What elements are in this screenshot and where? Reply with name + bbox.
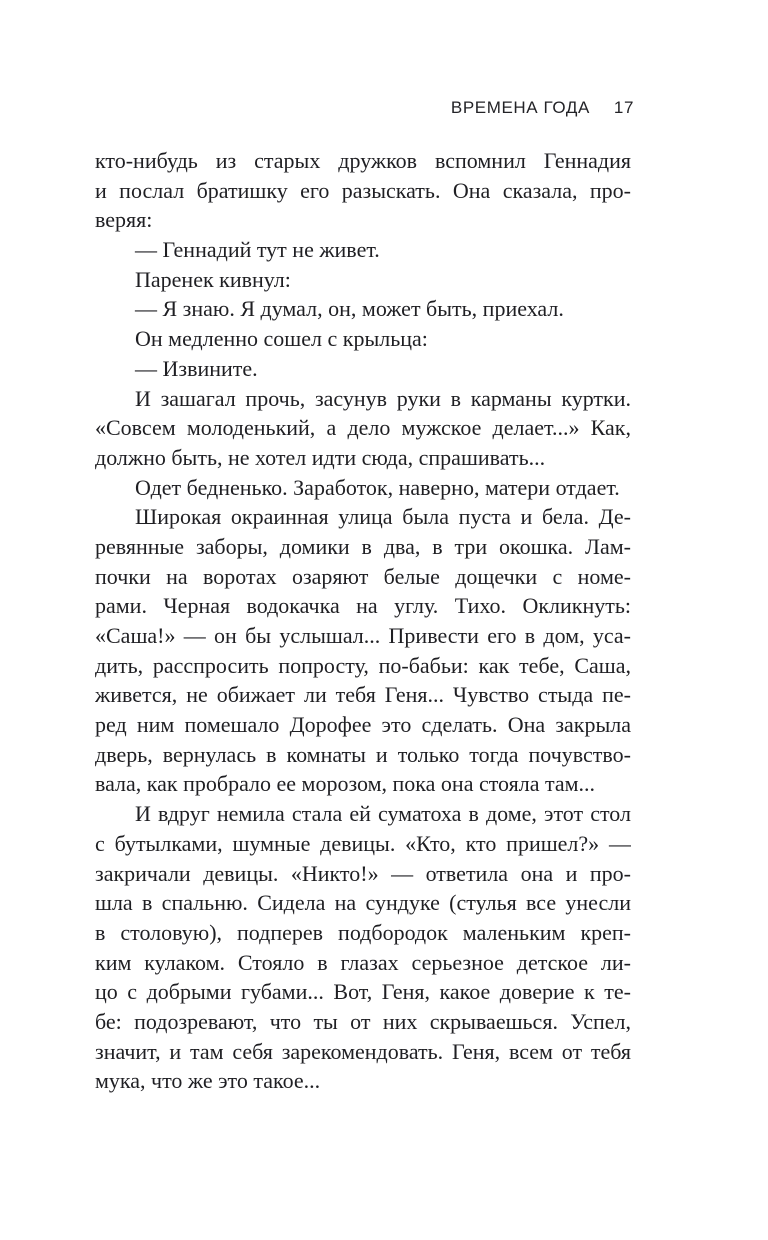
text-line: в столовую), подперев подбородок маленьким креп-	[95, 919, 631, 945]
text-line: ред ним помешало Дорофее это сделать. Она закрыла	[95, 712, 631, 738]
text-line: живется, не обижает ли тебя Геня... Чувство стыда пе-	[95, 682, 631, 708]
text-line: Он медленно сошел с крыльца:	[135, 326, 428, 352]
text-line: «Саша!» — он бы услышал... Привести его в дом, уса-	[95, 623, 631, 648]
text-line: значит, и там себя зарекомендовать. Геня, всем от тебя	[95, 1038, 631, 1064]
text-line: — Геннадий тут не живет.	[135, 237, 380, 263]
text-line: И зашагал прочь, засунув руки в карманы куртки.	[135, 385, 631, 411]
running-header	[451, 98, 634, 118]
text-line: и послал братишку его разыскать. Она сказала, про-	[95, 177, 631, 203]
text-line: ким кулаком. Стояло в глазах серьезное детское ли-	[95, 949, 631, 975]
text-line: с бутылками, шумные девицы. «Кто, кто пришел?» —	[95, 830, 631, 856]
text-line: мука, что же это такое...	[95, 1068, 321, 1094]
text-line: рами. Черная водокачка на углу. Тихо. Окликнуть:	[95, 593, 631, 619]
text-line: цо с добрыми губами... Вот, Геня, какое доверие к те-	[95, 979, 631, 1005]
text-line: веряя:	[95, 207, 153, 233]
text-line: Широкая окраинная улица была пуста и бела. Де-	[135, 504, 631, 530]
text-line: И вдруг немила стала ей суматоха в доме, этот стол	[135, 801, 631, 827]
text-line: ревянные заборы, домики в два, в три окошка. Лам-	[95, 533, 631, 559]
text-line: должно быть, не хотел идти сюда, спрашивать...	[95, 444, 546, 470]
text-line: вала, как пробрало ее морозом, пока она стояла там...	[95, 771, 596, 797]
text-line: закричали девицы. «Никто!» — ответила она и про-	[95, 860, 631, 886]
text-line: шла в спальню. Сидела на сундуке (стулья все унесли	[95, 890, 631, 916]
text-line: дить, расспросить попросту, по-бабьи: как тебе, Саша,	[95, 652, 631, 678]
page-number: 17	[613, 98, 634, 117]
running-title: ВРЕМЕНА ГОДА	[450, 98, 590, 117]
text-line: кто-нибудь из старых дружков вспомнил Геннадия	[95, 148, 631, 173]
text-line: Паренек кивнул:	[135, 266, 291, 292]
text-line: — Извините.	[135, 355, 258, 381]
text-line: — Я знаю. Я думал, он, может быть, приехал.	[135, 296, 564, 322]
text-line: дверь, вернулась в комнаты и только тогда почувство-	[95, 741, 631, 767]
body-text-block	[95, 146, 631, 1096]
text-line: почки на воротах озаряют белые дощечки с номе-	[95, 563, 631, 589]
text-line: Одет бедненько. Заработок, наверно, матери отдает.	[135, 474, 620, 500]
text-line: «Совсем молоденький, а дело мужское делает...» Как,	[95, 415, 631, 441]
text-line: бе: подозревают, что ты от них скрываешься. Успел,	[95, 1008, 631, 1034]
